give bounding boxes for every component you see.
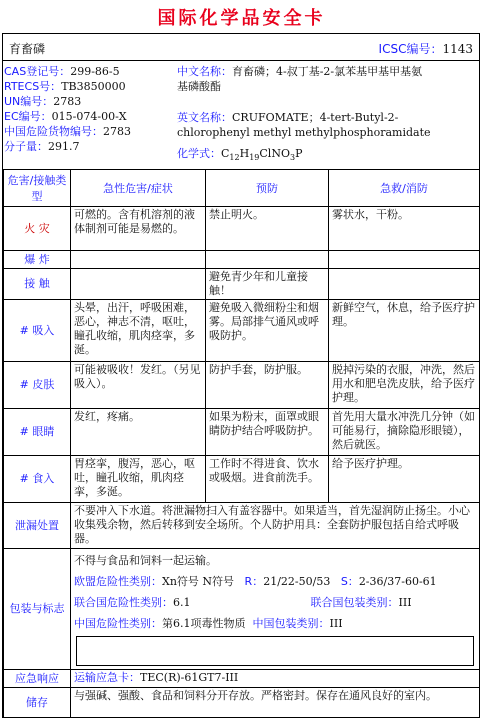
name-row bbox=[3, 34, 479, 61]
table-header-row bbox=[4, 170, 480, 207]
header-hazard: 急性危害/症状 bbox=[71, 170, 206, 207]
table-row: # 食入 胃痉挛，腹泻，恶心，呕吐，瞳孔收缩，肌肉痉挛，多涎。 工作时不得进食、饮水或吸烟。进食前洗手。 给予医疗护理。 bbox=[4, 456, 480, 503]
pictogram-box bbox=[76, 636, 474, 666]
chemical-formula: $C_{12}H_{19}ClNO_3P$ bbox=[221, 147, 303, 163]
spill-row: 泄漏处置 不要冲入下水道。将泄漏物扫入有盖容器中。如果适当，首先湿润防止扬尘。小心收集残余物，然后转移到安全场所。个人防护用具：全套防护服包括自给式呼吸器。 bbox=[4, 503, 480, 549]
header-type: 危害/接触类型 bbox=[4, 170, 71, 207]
packaging-row: 包装与标志 不得与食品和饲料一起运输。 欧盟危险性类别：Xn符号 N符号 R：21/22-50/53 S：2-36/37-60-61 联合国危险性类别：6.1 联合国包装类别：III 中国危险性类别：第6.1项毒性物质 中国包装类别：III bbox=[4, 549, 480, 670]
table-row: # 吸入 头晕，出汗，呼吸困难，恶心，神志不清，呕吐，瞳孔收缩，肌肉痉挛，多涎。 避免吸入微细粉尘和烟雾。局部排气通风或呼吸防护。 新鲜空气，休息，给予医疗护理。 bbox=[4, 300, 480, 362]
safety-card bbox=[2, 33, 480, 718]
header-first-aid: 急救/消防 bbox=[329, 170, 480, 207]
identifier-block: CAS登记号：299-86-5 RTECS号：TB3850000 UN编号：2783 EC编号：015-074-00-X 中国危险货物编号：2783 分子量：291.7 bbox=[4, 65, 131, 153]
emergency-row: 应急响应 运输应急卡：TEC(R)-61GT7-III bbox=[4, 670, 480, 688]
storage-row: 储存 与强碱、强酸、食品和饲料分开存放。严格密封。保存在通风良好的室内。 bbox=[4, 688, 480, 718]
chemical-name: 育畜磷 bbox=[9, 42, 46, 56]
icsc-number: ICSC编号：1143 bbox=[378, 42, 473, 56]
table-row: 接 触 避免青少年和儿童接触！ bbox=[4, 269, 480, 300]
table-row: # 眼睛 发红，疼痛。 如果为粉末，面罩或眼睛防护结合呼吸防护。 首先用大量水冲洗几分钟（如可能易行，摘除隐形眼镜），然后就医。 bbox=[4, 409, 480, 456]
table-row: 火 灾 可燃的。含有机溶剂的液体制剂可能是易燃的。 禁止明火。 雾状水，干粉。 bbox=[4, 207, 480, 251]
hazard-table bbox=[3, 169, 480, 718]
table-row: 爆 炸 bbox=[4, 251, 480, 269]
header-prevention: 预防 bbox=[206, 170, 329, 207]
names-block: 中文名称：育畜磷；4-叔丁基-2-氯苯基甲基甲基氨 基磷酸酯 英文名称：CRUFOMATE；4-tert-Butyl-2- chlorophenyl methyl methylphosphoramidate 化学式：$C_{12}H_{19}ClNO_3P$ bbox=[177, 65, 431, 163]
table-row: # 皮肤 可能被吸收！发红。（另见吸入）。 防护手套，防护服。 脱掉污染的衣服，冲洗，然后用水和肥皂洗皮肤，给予医疗护理。 bbox=[4, 362, 480, 409]
card-title: 国际化学品安全卡 bbox=[157, 8, 326, 29]
